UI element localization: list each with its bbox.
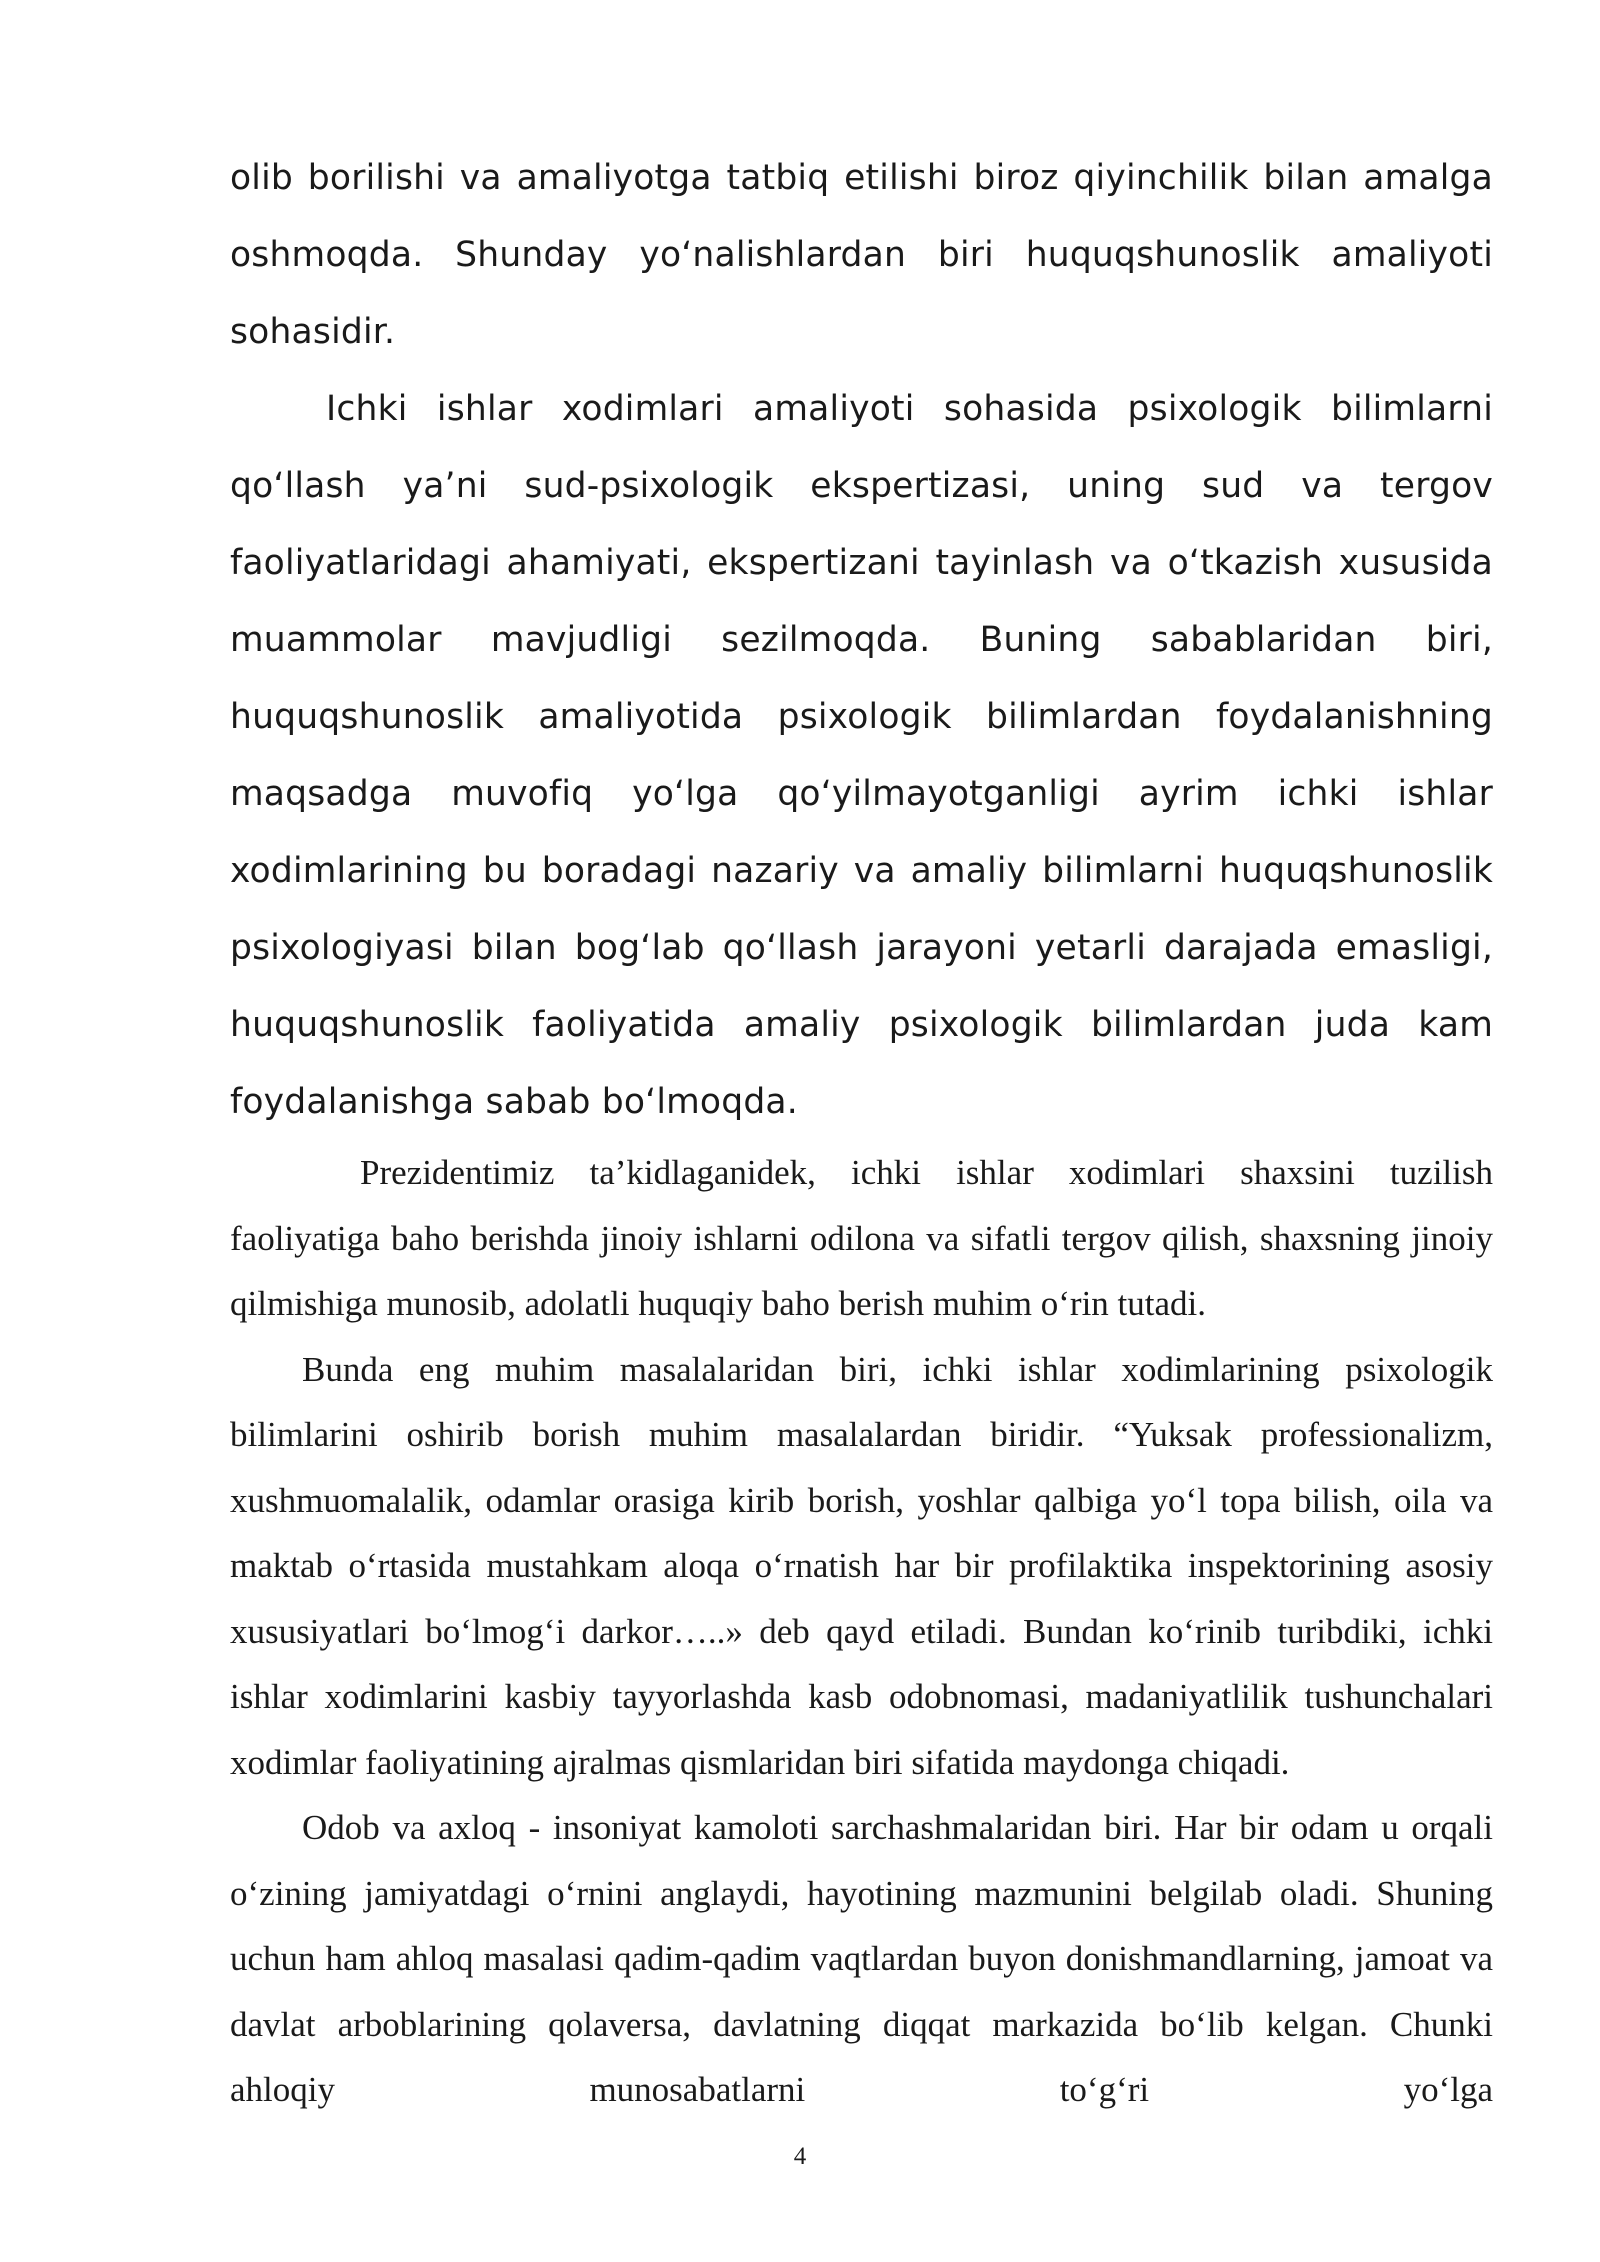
paragraph-prezidentimiz: Prezidentimiz ta’kidlaganidek, ichki ishlar xodimlari shaxsini tuzilish faoliyatiga baho berishda jinoiy ishlarni odilona va sifatli tergov qilish, shaxsning jinoiy qilmishiga munosib, adolatli huquqiy baho berish muhim o‘rin tutadi. <box>230 1153 1493 1323</box>
serif-text-section <box>230 1140 1493 2123</box>
paragraph-bunda: Bunda eng muhim masalalaridan biri, ichki ishlar xodimlarining psixologik bilimlarini oshirib borish muhim masalalardan biridir. “Yuksak professionalizm, xushmuomalalik, odamlar orasiga kirib borish, yoshlar qalbiga yo‘l topa bilish, oila va maktab o‘rtasida mustahkam aloqa o‘rnatish har bir profilaktika inspektorining asosiy xususiyatlari bo‘lmog‘i darkor…..» deb qayd etiladi. Bundan ko‘rinib turibdiki, ichki ishlar xodimlarini kasbiy tayyorlashda kasb odobnomasi, madaniyatlilik tushunchalari xodimlar faoliyatining ajralmas qismlaridan biri sifatida maydonga chiqadi. <box>230 1349 1493 1782</box>
paragraph-continuation: olib borilishi va amaliyotga tatbiq etilishi biroz qiyinchilik bilan amalga oshmoqda. Shunday yoʻnalishlardan biri huquqshunoslik amaliyoti sohasidir. <box>230 158 1493 352</box>
page-number: 4 <box>793 2143 807 2170</box>
paragraph-ichki-ishlar: Ichki ishlar xodimlari amaliyoti sohasida psixologik bilimlarni qoʻllash yaʼni sud-psixologik ekspertizasi, uning sud va tergov faoliyatlaridagi ahamiyati, ekspertizani tayinlash va oʻtkazish xususida muammolar mavjudligi sezilmoqda. Buning sabablaridan biri, huquqshunoslik amaliyotida psixologik bilimlardan foydalanishning maqsadga muvofiq yoʻlga qoʻyilmayotganligi ayrim ichki ishlar xodimlarining bu boradagi nazariy va amaliy bilimlarni huquqshunoslik psixologiyasi bilan bogʻlab qoʻllash jarayoni yetarli darajada emasligi, huquqshunoslik faoliyatida amaliy psixologik bilimlardan juda kam foydalanishga sabab boʻlmoqda. <box>230 389 1493 1122</box>
paragraph-odob-va-axloq: Odob va axloq - insoniyat kamoloti sarchashmalaridan biri. Har bir odam u orqali o‘zining jamiyatdagi o‘rnini anglaydi, hayotining mazmunini belgilab oladi. Shuning uchun ham ahloq masalasi qadim-qadim vaqtlardan buyon donishmandlarning, jamoat va davlat arboblarining qolaversa, davlatning diqqat markazida bo‘lib kelgan. Chunki ahloqiy munosabatlarni to‘g‘ri yo‘lga <box>230 1808 1493 2109</box>
sans-text-section <box>230 140 1493 1141</box>
